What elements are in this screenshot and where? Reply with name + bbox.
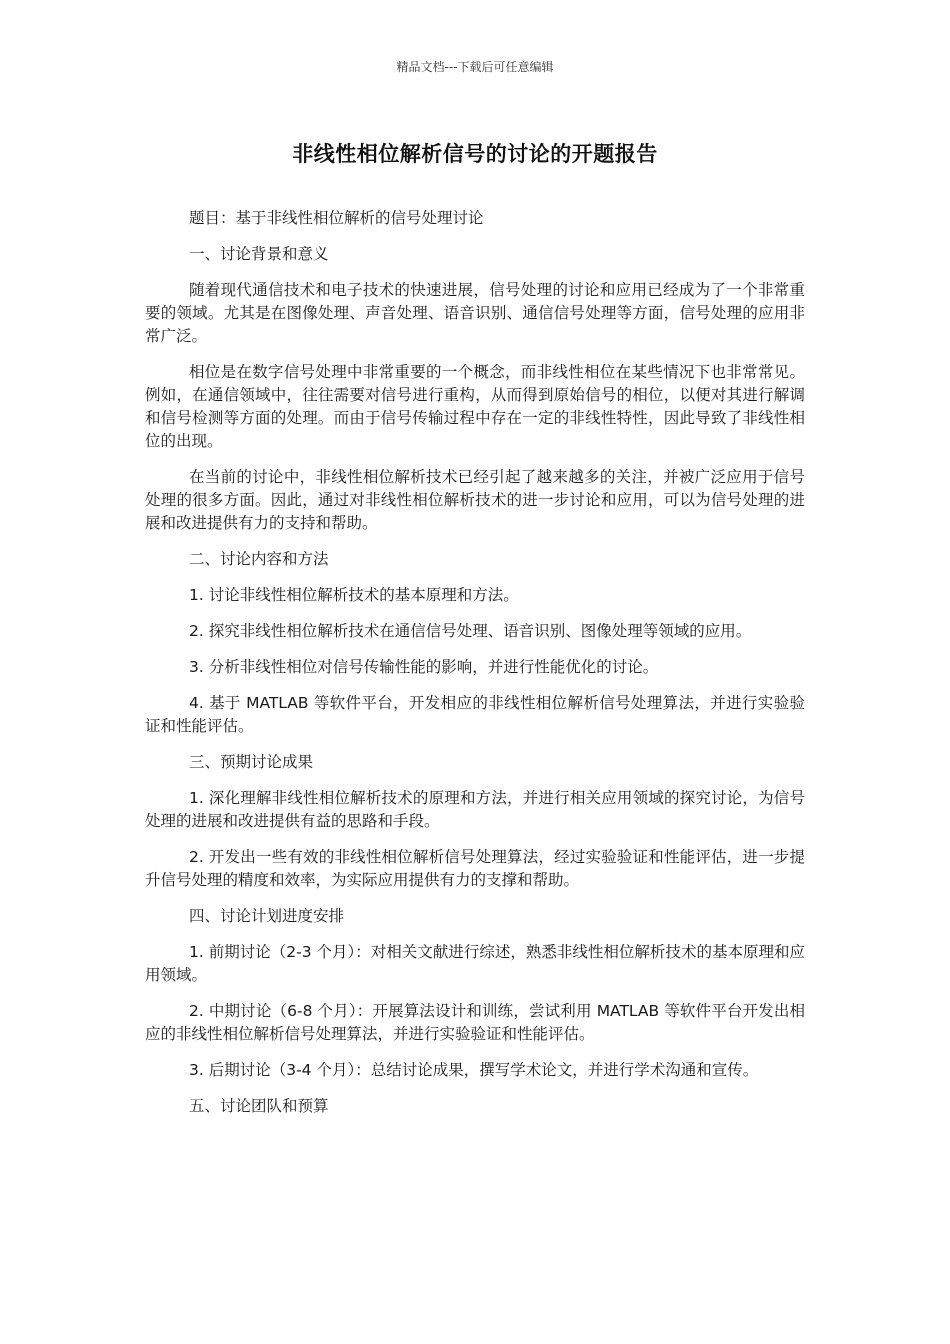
document-body (145, 207, 805, 1131)
paragraph: 相位是在数字信号处理中非常重要的一个概念，而非线性相位在某些情况下也非常常见。例如，在通信领域中，往往需要对信号进行重构，从而得到原始信号的相位，以便对其进行解调和信号检测等方面的处理。而由于信号传输过程中存在一定的非线性特性，因此导致了非线性相位的出现。 (145, 363, 805, 450)
document-title: 非线性相位解析信号的讨论的开题报告 (292, 142, 658, 166)
section-heading-team: 五、讨论团队和预算 (189, 1097, 329, 1115)
header-note: 精品文档---下载后可任意编辑 (396, 60, 554, 74)
list-item: 2. 开发出一些有效的非线性相位解析信号处理算法，经过实验验证和性能评估，进一步提升信号处理的精度和效率，为实际应用提供有力的支撑和帮助。 (145, 848, 805, 889)
list-item: 3. 后期讨论（3-4 个月）：总结讨论成果，撰写学术论文，并进行学术沟通和宣传。 (189, 1061, 759, 1079)
list-item: 1. 深化理解非线性相位解析技术的原理和方法，并进行相关应用领域的探究讨论，为信号处理的进展和改进提供有益的思路和手段。 (145, 789, 805, 830)
section-heading-schedule: 四、讨论计划进度安排 (189, 907, 345, 925)
list-item: 2. 中期讨论（6-8 个月）：开展算法设计和训练，尝试利用 MATLAB 等软件平台开发出相应的非线性相位解析信号处理算法，并进行实验验证和性能评估。 (145, 1002, 805, 1043)
list-item: 3. 分析非线性相位对信号传输性能的影响，并进行性能优化的讨论。 (189, 658, 659, 676)
list-item: 1. 前期讨论（2-3 个月）：对相关文献进行综述，熟悉非线性相位解析技术的基本原理和应用领域。 (145, 943, 805, 984)
list-item: 2. 探究非线性相位解析技术在通信信号处理、语音识别、图像处理等领域的应用。 (189, 622, 752, 640)
paragraph: 随着现代通信技术和电子技术的快速进展，信号处理的讨论和应用已经成为了一个非常重要的领域。尤其是在图像处理、声音处理、语音识别、通信信号处理等方面，信号处理的应用非常广泛。 (145, 281, 805, 345)
list-item: 1. 讨论非线性相位解析技术的基本原理和方法。 (189, 586, 519, 604)
section-heading-results: 三、预期讨论成果 (189, 753, 314, 771)
paragraph: 在当前的讨论中，非线性相位解析技术已经引起了越来越多的关注，并被广泛应用于信号处理的很多方面。因此，通过对非线性相位解析技术的进一步讨论和应用，可以为信号处理的进展和改进提供有力的支持和帮助。 (145, 468, 805, 532)
topic-line: 题目：基于非线性相位解析的信号处理讨论 (189, 209, 484, 227)
list-item: 4. 基于 MATLAB 等软件平台，开发相应的非线性相位解析信号处理算法，并进行实验验证和性能评估。 (145, 694, 805, 735)
section-heading-background: 一、讨论背景和意义 (189, 245, 329, 263)
section-heading-content: 二、讨论内容和方法 (189, 550, 329, 568)
